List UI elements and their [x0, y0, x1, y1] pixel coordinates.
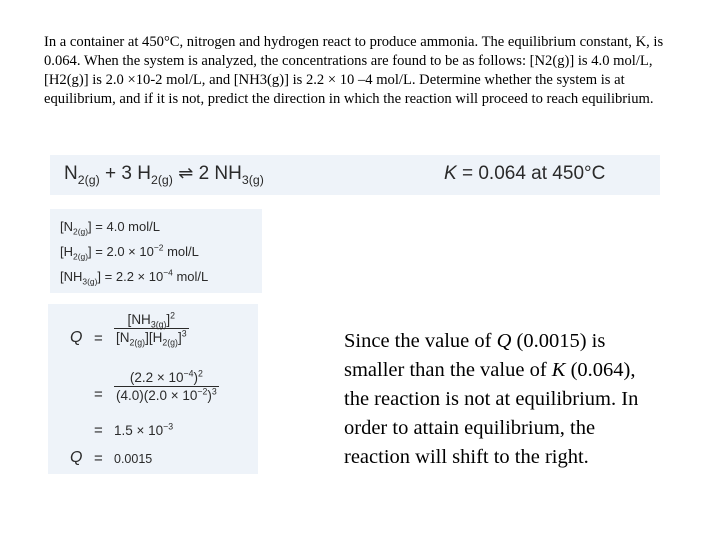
concentration-value: 2.0 × 10	[106, 244, 154, 259]
q-denominator: $[N_{2(g)}][H_{2(g)}]^3$	[116, 328, 187, 348]
nh3-formula: NH	[214, 163, 242, 184]
equals-sign: =	[95, 244, 103, 259]
equals-sign: =	[94, 330, 103, 347]
q-symbol: Q	[70, 449, 83, 466]
equals-sign: =	[104, 269, 113, 284]
equilibrium-constant	[444, 163, 605, 185]
k-symbol: K	[551, 359, 566, 381]
species-label: N	[63, 219, 74, 234]
concentration-unit: mol/L	[172, 269, 209, 284]
denominator-close: )	[207, 388, 212, 403]
species-subscript: 2(g)	[73, 251, 89, 262]
reaction-equation	[64, 163, 264, 185]
species-subscript: 2(g)	[73, 226, 89, 237]
reaction-quotient-panel	[48, 304, 258, 474]
q-symbol: Q	[496, 330, 512, 352]
numerator-species: NH	[131, 312, 151, 327]
nh3-coefficient: 2	[198, 163, 210, 184]
intermediate-value: 1.5 × 10	[114, 423, 164, 438]
q-result: 0.0015	[114, 452, 153, 466]
q-numerator: $[NH_{3(g)}]^2$	[127, 310, 176, 330]
species-subscript: 3(g)	[82, 276, 98, 287]
concentration-exponent: −4	[163, 267, 173, 278]
equals-sign: =	[94, 450, 103, 467]
k-symbol: K	[444, 163, 457, 184]
numerator-outer-exponent: 2	[198, 368, 203, 379]
denominator-species-b: H	[152, 330, 163, 345]
substituted-numerator	[114, 370, 219, 386]
concentration-value: 4.0 mol/L	[106, 219, 160, 234]
h2-formula: H	[137, 163, 151, 184]
n2-subscript: 2(g)	[77, 172, 100, 187]
plus-sign: +	[104, 163, 117, 184]
numerator-subscript: 3(g)	[150, 319, 167, 330]
numerator-inner-exponent: −4	[183, 368, 194, 379]
numerator-close: )	[193, 370, 199, 385]
h2-subscript: 2(g)	[150, 172, 173, 187]
q-substitution-fraction	[114, 370, 219, 403]
q-intermediate-value	[114, 423, 173, 438]
h2-coefficient: 3	[121, 163, 132, 184]
conclusion-part: Since the value of	[344, 330, 497, 352]
denominator-inner-exponent: −2	[197, 386, 208, 397]
denominator-outer-exponent: 3	[211, 386, 217, 397]
conclusion-part: (0.0015) is smaller than the value of	[344, 330, 606, 381]
conclusion-text	[344, 327, 664, 472]
n2-formula: N	[64, 163, 78, 184]
equals-sign: =	[95, 219, 103, 234]
k-equals: =	[461, 163, 474, 184]
substituted-denominator	[114, 386, 219, 403]
concentration-n2: $[N_{2(g)}] = 4.0$ mol/L	[60, 219, 160, 237]
concentration-unit: mol/L	[163, 244, 199, 259]
numerator-exponent: 2	[170, 310, 176, 321]
concentrations-panel	[50, 209, 262, 293]
denominator-subscript-b: 2(g)	[162, 337, 178, 348]
equilibrium-arrow-icon: ⇌	[178, 163, 194, 183]
k-value: 0.064 at 450°C	[478, 163, 606, 184]
numerator-value: (2.2 × 10	[129, 370, 184, 385]
intermediate-exponent: −3	[163, 421, 174, 432]
q-symbol: Q	[70, 329, 83, 346]
concentration-h2: $[H_{2(g)}] = 2.0 \times 10^{-2}$ mol/L	[60, 242, 199, 262]
denominator-exponent: 3	[181, 328, 187, 339]
denominator-value: (4.0)(2.0 × 10	[116, 388, 198, 403]
denominator-subscript-a: 2(g)	[129, 337, 146, 348]
concentration-exponent: −2	[153, 242, 164, 253]
conclusion-part: (0.064), the reaction is not at equilibrium. In order to attain equilibrium, the reaction will shift to the right.	[344, 359, 639, 468]
species-label: H	[63, 244, 74, 259]
concentration-nh3: $[NH_{3(g)}] = 2.2 \times 10^{-4}$ mol/L	[60, 267, 209, 287]
nh3-subscript: 3(g)	[241, 172, 264, 187]
denominator-species-a: N	[119, 330, 130, 345]
q-expression-fraction	[114, 310, 189, 348]
equals-sign: =	[94, 386, 103, 403]
reaction-equation-panel	[50, 155, 660, 195]
concentration-value: 2.2 × 10	[115, 269, 164, 284]
equals-sign: =	[94, 422, 103, 439]
species-label: NH	[63, 269, 83, 284]
problem-statement: In a container at 450°C, nitrogen and hydrogen react to produce ammonia. The equilibrium constant, K, is 0.064. When the system is analyzed, the concentrations are found to be as follows: [N2(g)] is 4.0 mol/L, [H2(g)] is 2.0 ×10-2 mol/L, and [NH3(g)] is 2.2 × 10 –4 mol/L. Determine whether the system is at equilibrium, and if it is not, predict the direction in which the reaction will proceed to reach equilibrium.	[44, 34, 664, 107]
